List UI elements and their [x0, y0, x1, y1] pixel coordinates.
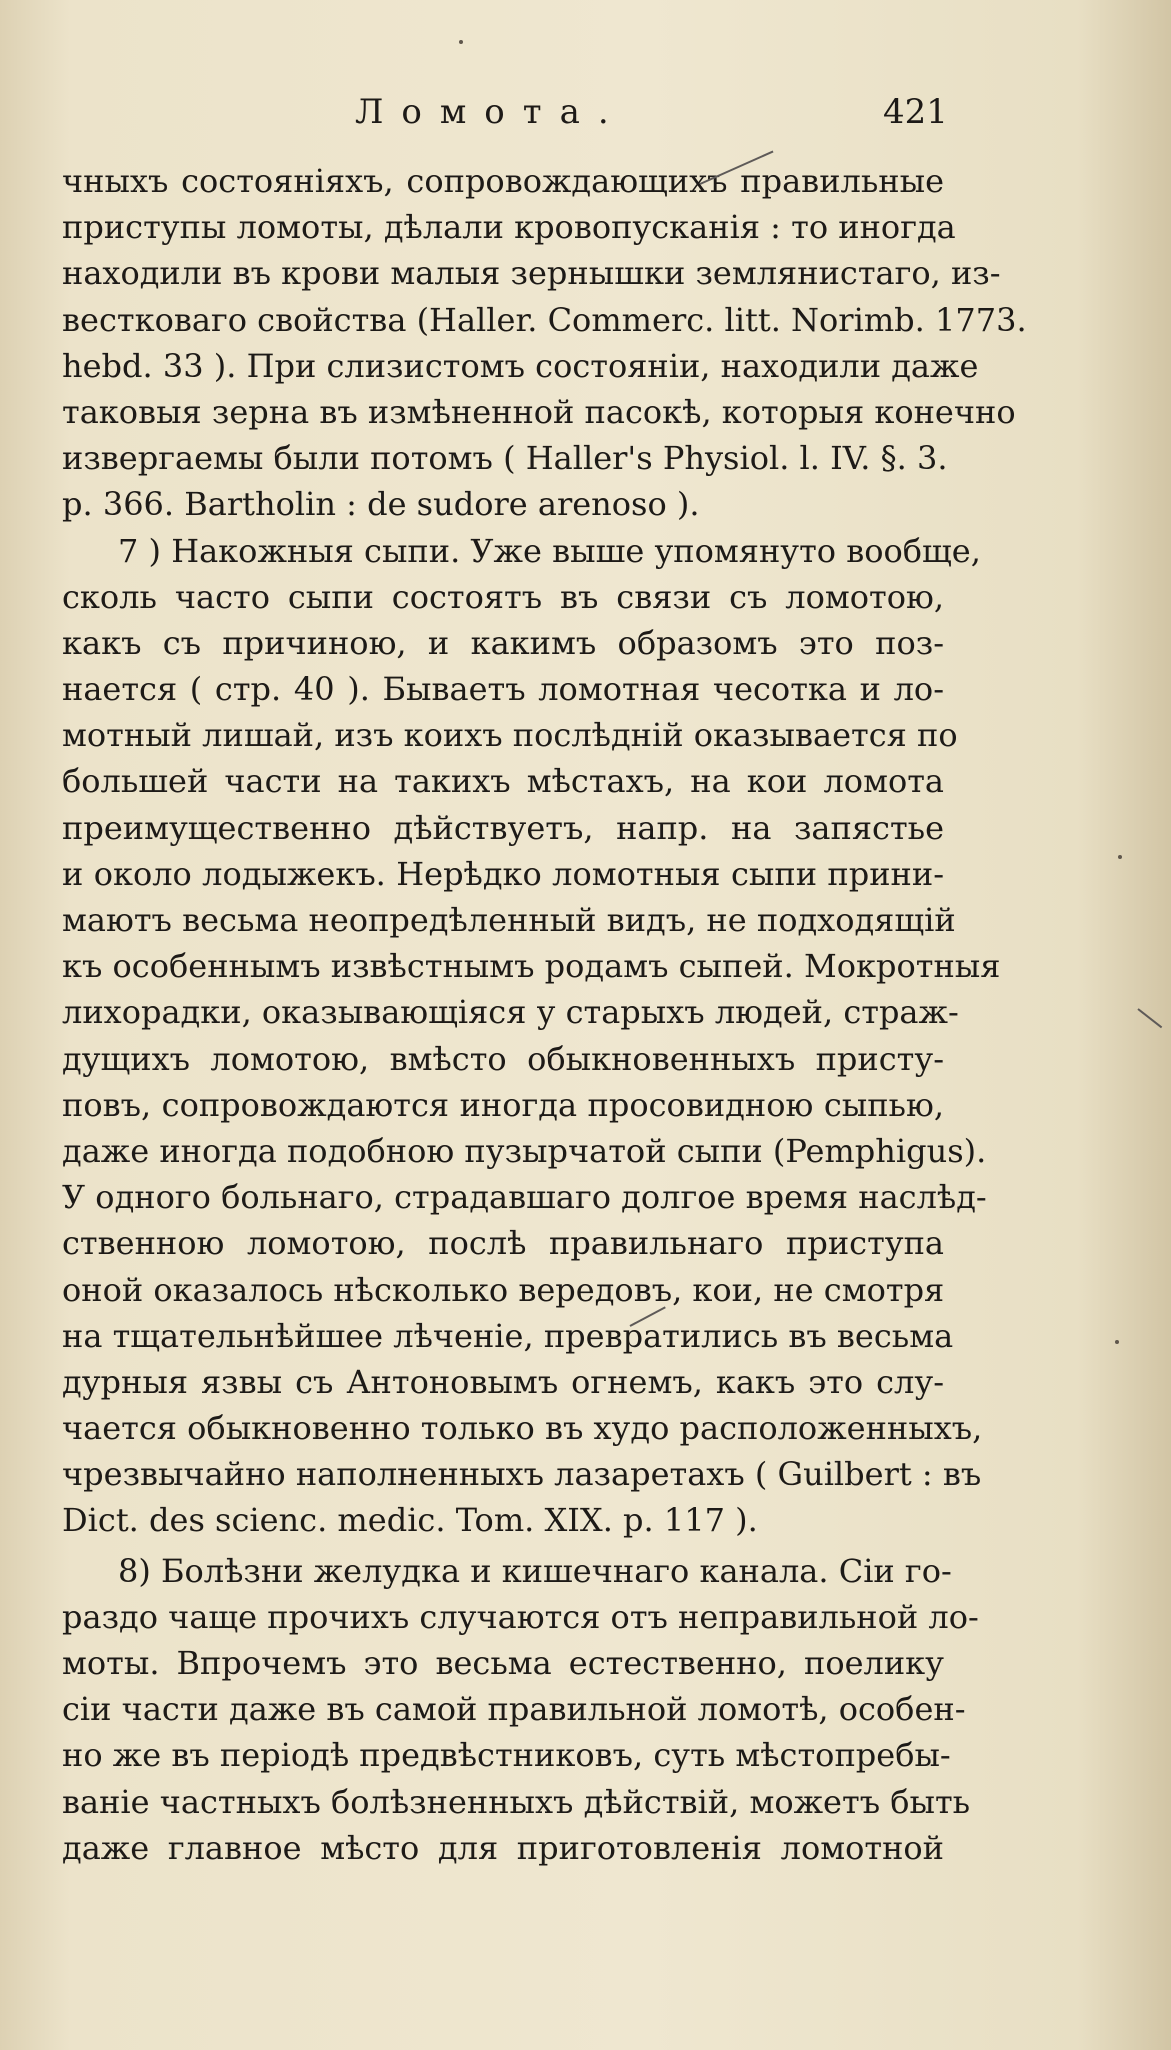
text-line: преимущественно дѣйствуетъ, напр. на запястье	[62, 808, 944, 847]
text-line: даже иногда подобною пузырчатой сыпи (Pemphigus).	[62, 1131, 987, 1170]
text-line: чныхъ состояніяхъ, сопровождающихъ правильные	[62, 162, 944, 200]
paper-speck	[1115, 1340, 1119, 1344]
text-line: сколь часто сыпи состоятъ въ связи съ ломотою,	[62, 577, 944, 616]
text-line: нается ( стр. 40 ). Бываетъ ломотная чесотка и ло-	[62, 670, 944, 709]
text-line: Dict. des scienc. medic. Tom. XIX. p. 117 ).	[62, 1501, 758, 1540]
paragraph-heading-7: 7 ) Накожныя сыпи. Уже выше упомянуто вообще,	[118, 531, 981, 570]
text-line: и около лодыжекъ. Нерѣдко ломотныя сыпи прини-	[62, 854, 944, 893]
text-line: У одного больнаго, страдавшаго долгое время наслѣд-	[62, 1178, 987, 1217]
text-line: находили въ крови малыя зернышки землянистаго, из-	[62, 254, 1001, 293]
text-line: оной оказалось нѣсколько вередовъ, кои, не смотря	[62, 1270, 945, 1309]
text-line: повъ, сопровождаются иногда просовидною сыпью,	[62, 1085, 944, 1124]
paragraph-heading-8: 8) Болѣзни желудка и кишечнаго канала. Сіи го-	[118, 1551, 952, 1590]
text-line: моты. Впрочемъ это весьма естественно, поелику	[62, 1644, 944, 1682]
text-line: какъ съ причиною, и какимъ образомъ это поз-	[62, 623, 944, 662]
text-line: ственною ломотою, послѣ правильнаго приступа	[62, 1224, 944, 1263]
text-line: p. 366. Bartholin : de sudore arenoso ).	[62, 485, 700, 524]
pen-stroke	[1137, 1008, 1162, 1028]
text-line: таковыя зерна въ измѣненной пасокѣ, которыя конечно	[62, 392, 1016, 431]
text-line: ваніе частныхъ болѣзненныхъ дѣйствій, можетъ быть	[62, 1782, 971, 1821]
text-line: но же въ періодѣ предвѣстниковъ, суть мѣстопребы-	[62, 1736, 951, 1775]
running-head	[355, 92, 955, 152]
text-line: раздо чаще прочихъ случаются отъ неправильной ло-	[62, 1597, 979, 1636]
body-text	[62, 158, 1027, 1871]
text-line: сіи части даже въ самой правильной ломотѣ, особен-	[62, 1690, 966, 1729]
text-line: на тщательнѣйшее лѣченіе, превратились въ весьма	[62, 1316, 954, 1355]
page-number: 421	[883, 92, 948, 132]
text-line: къ особеннымъ извѣстнымъ родамъ сыпей. Мокротныя	[62, 947, 1001, 986]
text-line: приступы ломоты, дѣлали кровопусканія : то иногда	[62, 208, 956, 247]
text-line: даже главное мѣсто для приготовленія ломотной	[62, 1828, 944, 1867]
text-line: большей части на такихъ мѣстахъ, на кои ломота	[62, 762, 944, 801]
text-line: hebd. 33 ). При слизистомъ состояніи, находили даже	[62, 346, 979, 385]
text-line: чрезвычайно наполненныхъ лазаретахъ ( Guilbert : въ	[62, 1455, 982, 1494]
text-line: лихорадки, оказывающіяся у старыхъ людей, страж-	[62, 993, 959, 1032]
running-title: Ломота.	[355, 92, 627, 132]
text-line: извергаемы были потомъ ( Haller's Physiol. l. IV. §. 3.	[62, 439, 948, 478]
paper-speck	[459, 40, 463, 44]
text-line: дущихъ ломотою, вмѣсто обыкновенныхъ присту-	[62, 1039, 944, 1078]
text-line: мотный лишай, изъ коихъ послѣдній оказывается по	[62, 716, 958, 755]
text-line: дурныя язвы съ Антоновымъ огнемъ, какъ это слу-	[62, 1362, 944, 1401]
text-line: чается обыкновенно только въ худо расположенныхъ,	[62, 1409, 983, 1448]
paper-speck	[1118, 855, 1122, 859]
text-line: маютъ весьма неопредѣленный видъ, не подходящій	[62, 901, 956, 939]
text-line: вестковаго свойства (Haller. Commerc. litt. Norimb. 1773.	[62, 300, 1027, 339]
